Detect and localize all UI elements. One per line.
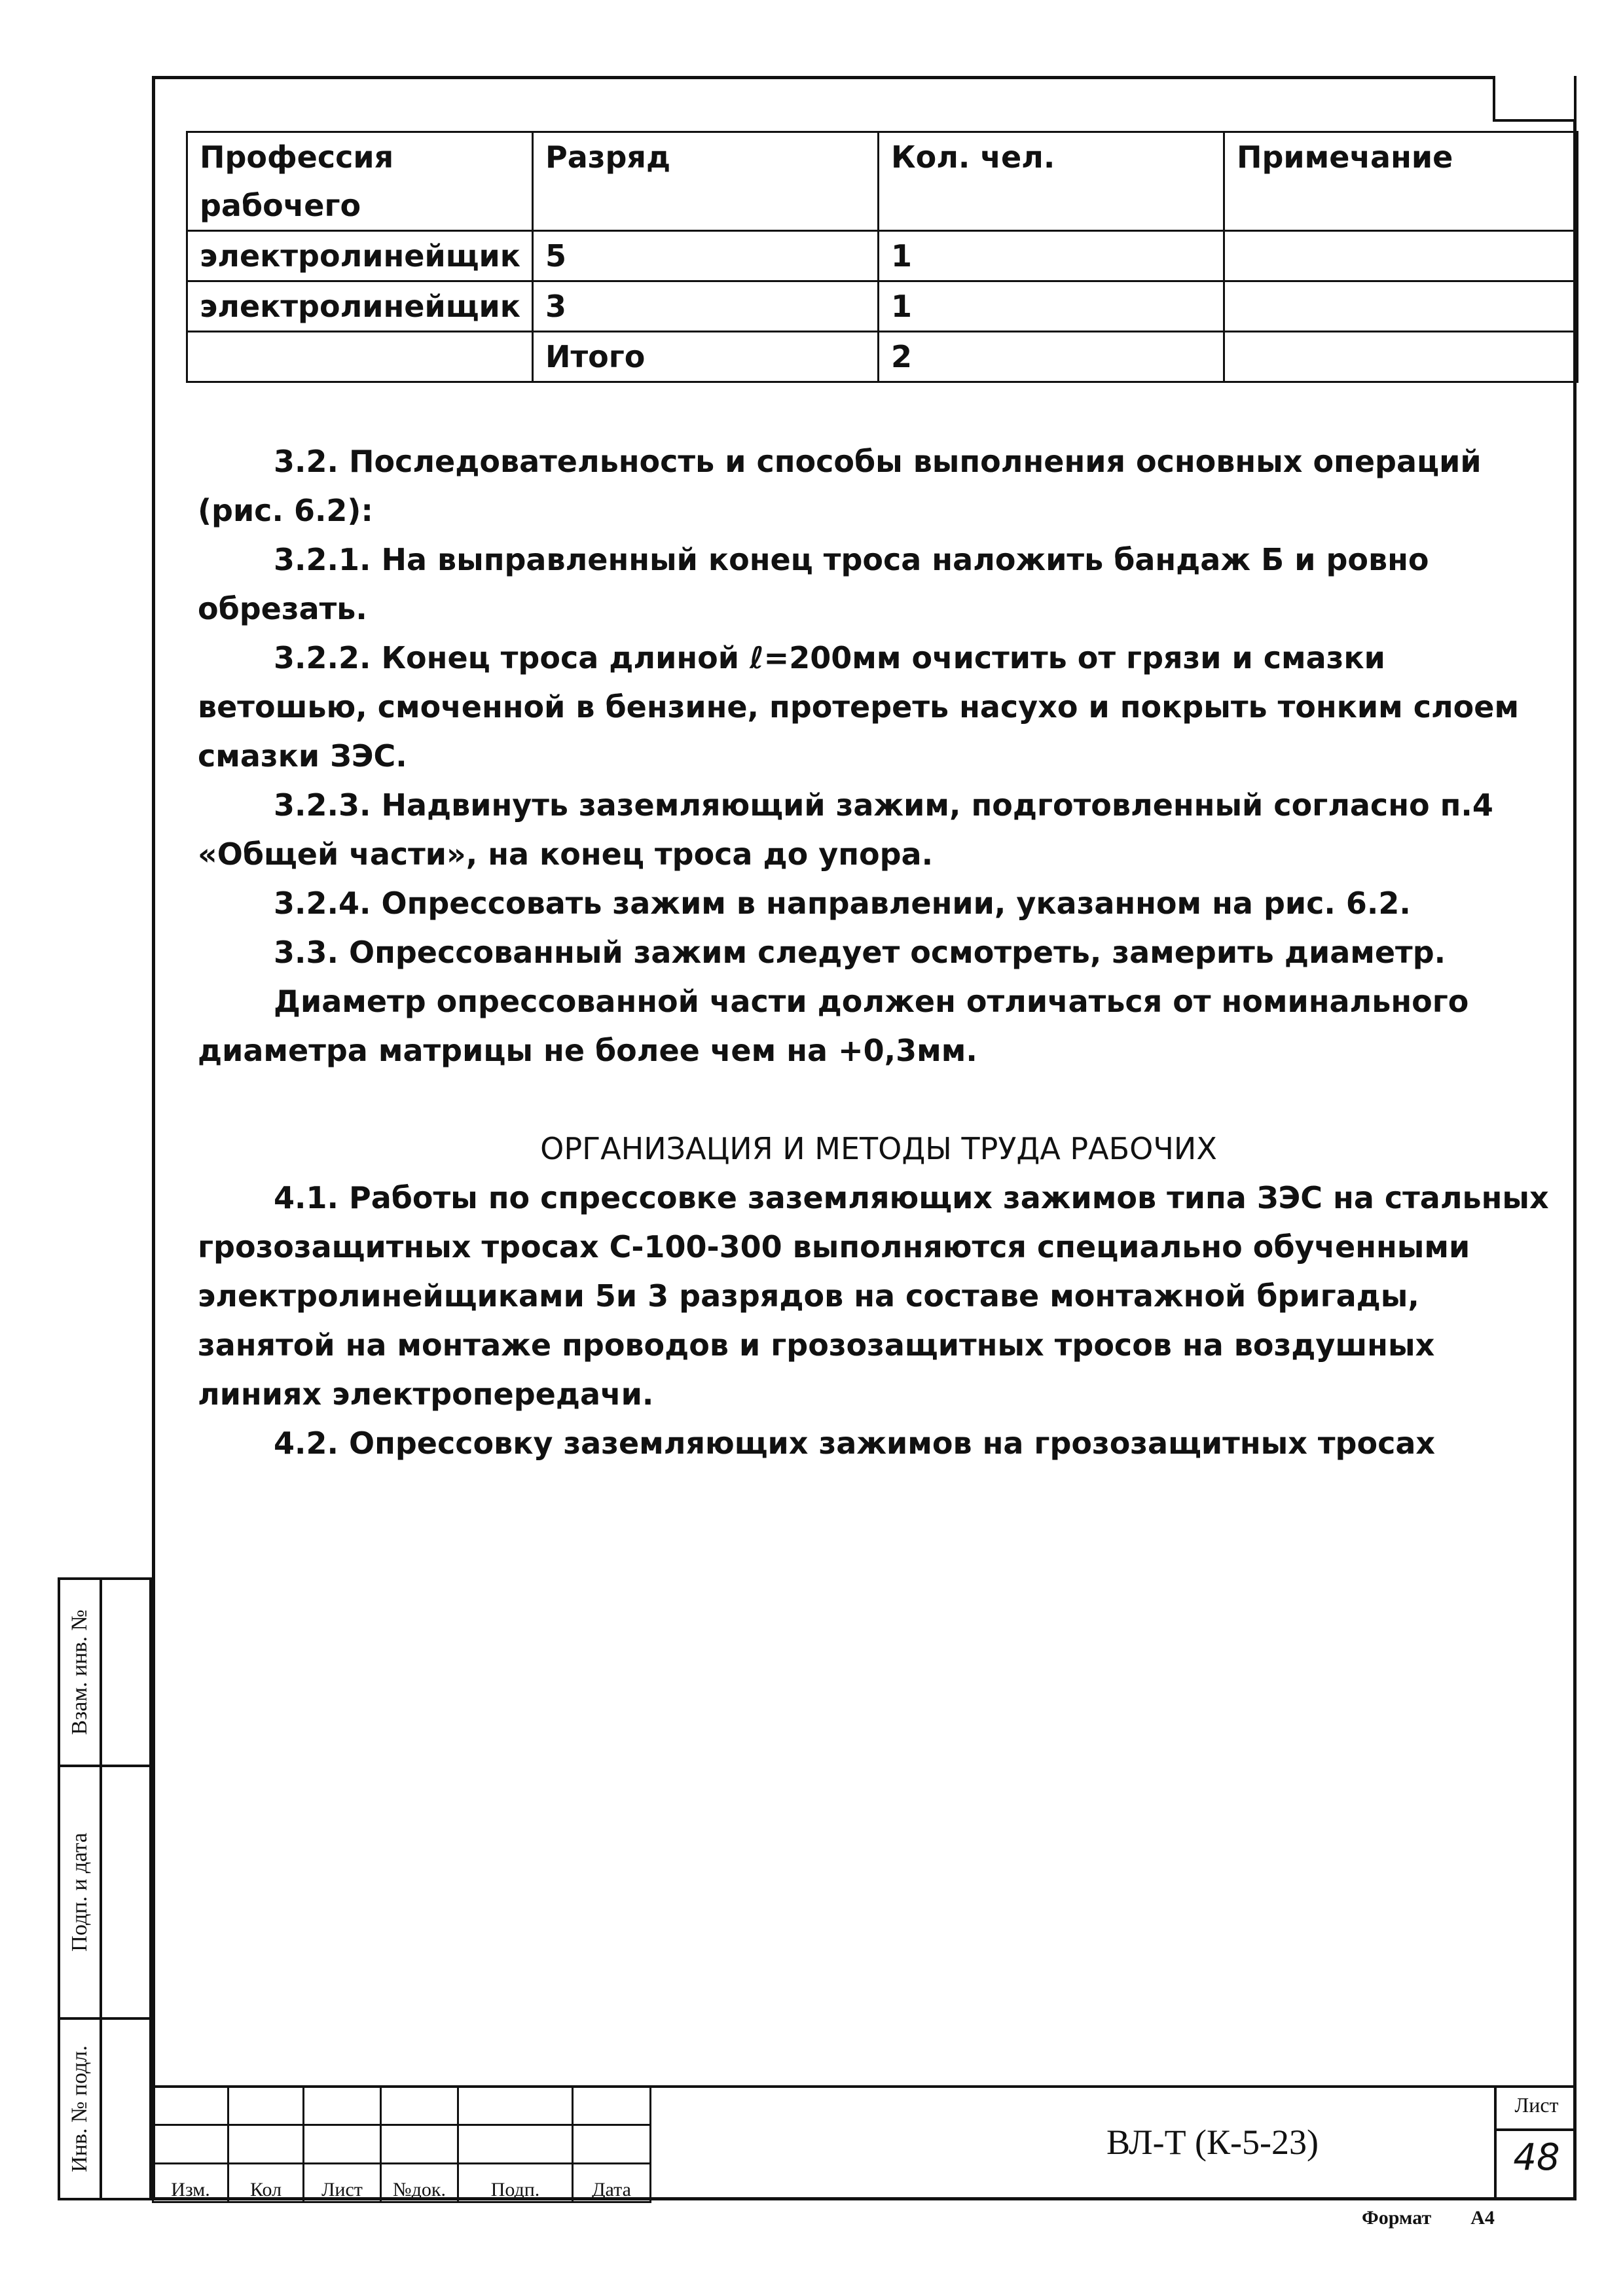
table-row [187, 281, 1578, 332]
paragraph: 4.1. Работы по спрессовке заземляющих зажимов типа ЗЭС на стальных грозозащитных тросах С-100-300 выполняются специально обученными электролинейщиками 5и 3 разрядов на составе монтажной бригады, занятой на монтаже проводов и грозозащитных тросов на воздушных линиях электропередачи. [198, 1180, 1549, 1412]
sheet-label: Лист [1514, 2093, 1559, 2117]
header-cell-profession: Профессия рабочего [187, 132, 533, 231]
col-label: Подп. [458, 2164, 573, 2202]
paragraph: 3.3. Опрессованный зажим следует осмотреть, замерить диаметр. [274, 935, 1446, 970]
paragraph: 3.2. Последовательность и способы выполнения основных операций (рис. 6.2): [198, 444, 1482, 528]
table-cell: 5 [533, 231, 879, 281]
col-label: Дата [573, 2164, 651, 2202]
paragraph: 3.2.1. На выправленный конец троса наложить бандаж Б и ровно обрезать. [198, 542, 1429, 626]
sheet-number: 48 [1513, 2136, 1560, 2179]
sheet-box [1494, 2085, 1577, 2200]
table-cell: электролинейщик [187, 281, 533, 332]
col-label: Лист [304, 2164, 381, 2202]
col-label: Изм. [153, 2164, 228, 2202]
table-header-row [187, 132, 1578, 231]
side-field-replacement-inv [58, 1577, 152, 1767]
header-cell-note: Примечание [1224, 132, 1578, 231]
side-field-sign-date [58, 1765, 152, 2020]
header-cell-count: Кол. чел. [879, 132, 1224, 231]
format-note [1362, 2207, 1495, 2229]
paragraph: 3.2.3. Надвинуть заземляющий зажим, подготовленный согласно п.4 «Общей части», на конец троса до упора. [198, 787, 1493, 872]
document-code: ВЛ-Т (К-5-23) [1106, 2123, 1319, 2162]
col-label: №док. [381, 2164, 458, 2202]
paragraph: 4.2. Опрессовку заземляющих зажимов на грозозащитных тросах [274, 1426, 1436, 1461]
format-label: Формат [1362, 2207, 1432, 2229]
table-cell: 1 [879, 281, 1224, 332]
section-heading: ОРГАНИЗАЦИЯ И МЕТОДЫ ТРУДА РАБОЧИХ [540, 1131, 1217, 1166]
table-row [187, 231, 1578, 281]
table-cell: электролинейщик [187, 231, 533, 281]
table-cell [1224, 332, 1578, 382]
table-cell: 3 [533, 281, 879, 332]
header-cell-grade: Разряд [533, 132, 879, 231]
table-cell [187, 332, 533, 382]
body-text [198, 437, 1559, 1468]
side-label: Взам. инв. № [67, 1609, 92, 1735]
paragraph: 3.2.4. Опрессовать зажим в направлении, указанном на рис. 6.2. [274, 886, 1411, 921]
staff-table [186, 131, 1578, 383]
table-total-row [187, 332, 1578, 382]
table-cell: Итого [533, 332, 879, 382]
corner-stamp-box [1493, 76, 1577, 122]
paragraph: 3.2.2. Конец троса длиной ℓ=200мм очистить от грязи и смазки ветошью, смоченной в бензине, протереть насухо и покрыть тонким слоем смазки ЗЭС. [198, 640, 1520, 774]
side-field-original-inv [58, 2017, 152, 2200]
title-block [152, 2085, 1577, 2200]
side-label: Подп. и дата [67, 1833, 92, 1952]
col-label: Кол [228, 2164, 304, 2202]
table-cell: 1 [879, 231, 1224, 281]
side-label: Инв. № подл. [67, 2045, 92, 2172]
revision-grid [152, 2085, 651, 2203]
table-cell: 2 [879, 332, 1224, 382]
table-cell [1224, 231, 1578, 281]
revision-header-row [153, 2164, 651, 2202]
paragraph: Диаметр опрессованной части должен отличаться от номинального диаметра матрицы не более чем на +0,3мм. [198, 984, 1469, 1068]
table-cell [1224, 281, 1578, 332]
format-value: А4 [1470, 2207, 1495, 2229]
